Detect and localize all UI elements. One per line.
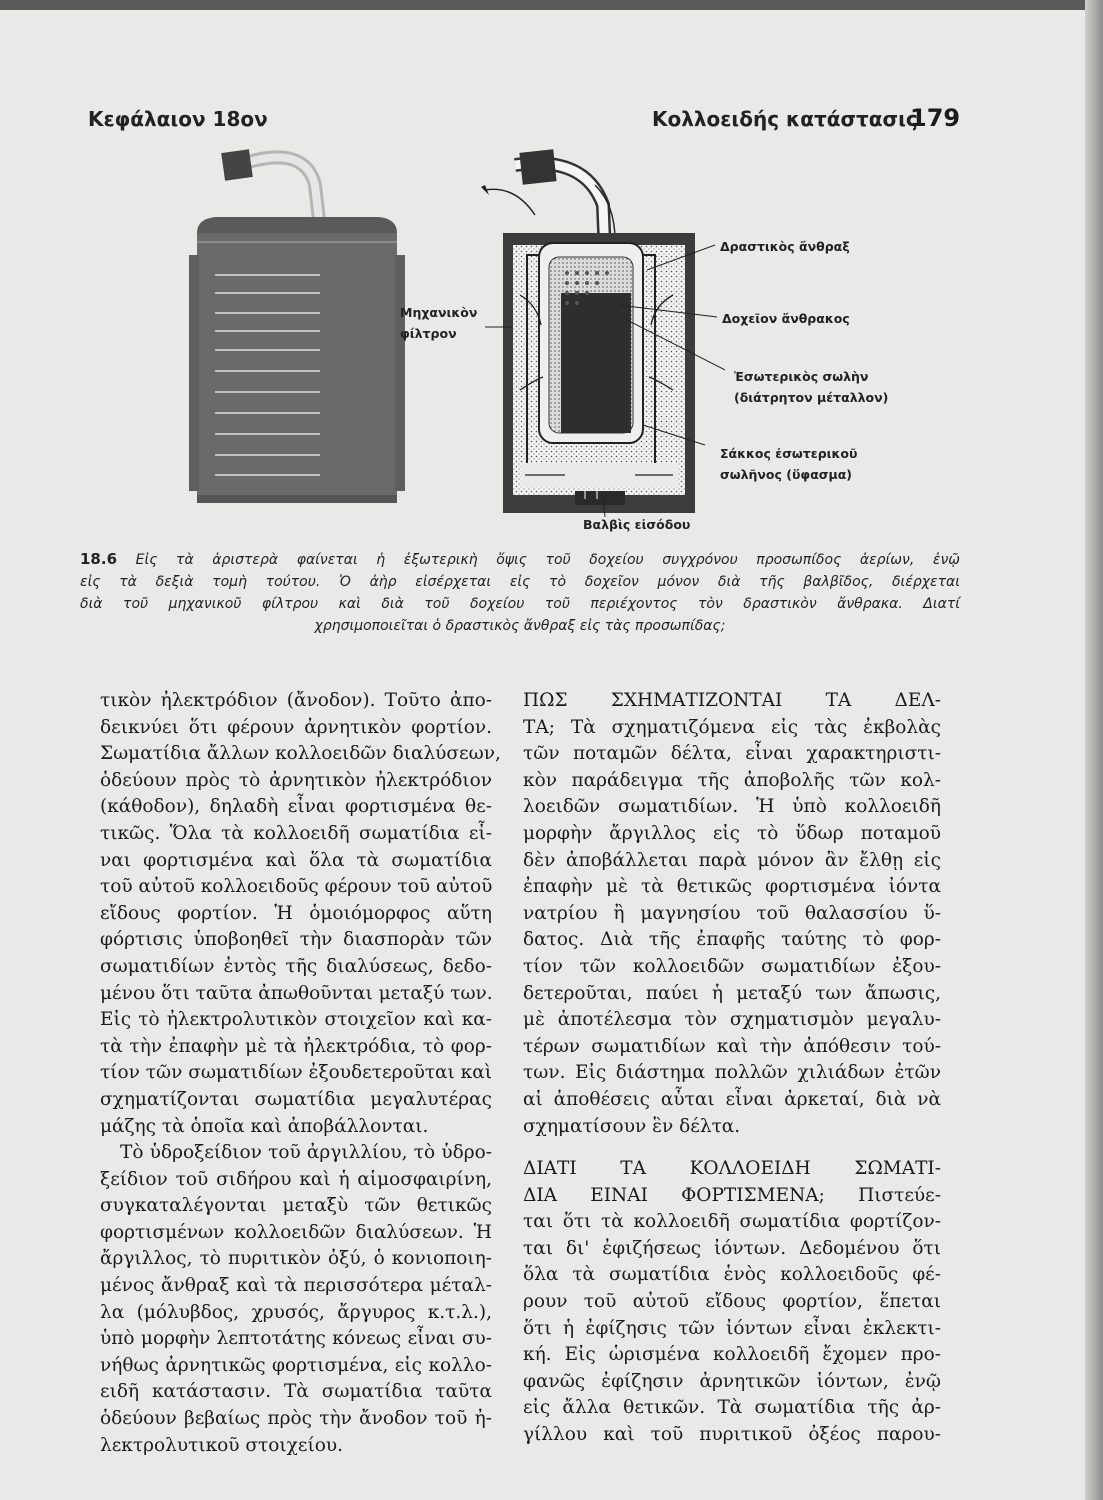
scan-right-edge [1085, 0, 1103, 1500]
chapter-header: Κεφάλαιον 18ον [88, 107, 268, 131]
scan-top-border [0, 0, 1103, 10]
section-header: Κολλοειδής κατάστασις [652, 107, 918, 131]
left-column: τικὸν ἠλεκτρόδιον (ἄνοδον). Τοῦτο ἀπο- δεικνύει ὅτι φέρουν ἀρνητικὸν φορτίον. Σωματίδια ἄλλων κολλοειδῶν διαλύσεων, ὁδεύουν πρὸς τὸ ἀρνητικὸν ἠλεκτρόδιον (κάθοδον), δηλαδὴ εἶναι φορτισμένα θε- τικῶς. Ὅλα τὰ κολλοειδῆ σωματίδια εἶ- ναι φορτισμένα καὶ ὅλα τὰ σωματίδια τοῦ αὐτοῦ κολλοειδοῦς φέρουν τοῦ αὐτοῦ εἴδους φορτίον. Ἡ ὁμοιόμορφος αὕτη φόρτισις ὑποβοηθεῖ τὴν διασπορὰν τῶν σωματιδίων ἐντὸς τῆς διαλύσεως, δεδο- μένου ὅτι ταῦτα ἀπωθοῦνται μεταξύ των. Εἰς τὸ ἠλεκτρολυτικὸν στοιχεῖον καὶ κα- τὰ τὴν ἐπαφὴν μὲ τὰ ἠλεκτρόδια, τὸ φορ- τίον τῶν σωματιδίων ἐξουδετεροῦται καὶ σχηματίζονται σωματίδια μεγαλυτέρας μάζης τὰ ὁποῖα καὶ ἀποβάλλονται. Τὸ ὑδροξείδιον τοῦ ἀργιλλίου, τὸ ὑδρο- ξείδιον τοῦ σιδήρου καὶ ἡ αἱμοσφαιρίνη, συγκαταλέγονται μεταξὺ τῶν θετικῶς φορτισμένων κολλοειδῶν διαλύσεων. Ἡ ἄργιλλος, τὸ πυριτικὸν ὀξύ, ὁ κονιοποιη- μένος ἄνθραξ καὶ τὰ περισσότερα μέταλ- λα (μόλυβδος, χρυσός, ἄργυρος κ.τ.λ.), ὑπὸ μορφὴν λεπτοτάτης κόνεως εἶναι συ- νήθως ἀρνητικῶς φορτισμένα, εἰς κολλο- ειδῆ κατάστασιν. Τὰ σωματίδια ταῦτα ὁδεύουν βεβαίως πρὸς τὴν ἄνοδον τοῦ ἠ- λεκτρολυτικοῦ στοιχείου. [100, 690, 501, 1456]
right-column: ΠΩΣ ΣΧΗΜΑΤΙΖΟΝΤΑΙ ΤΑ ΔΕΛ- ΤΑ; Τὰ σχηματιζόμενα εἰς τὰς ἐκβολὰς τῶν ποταμῶν δέλτα, εἶναι χαρακτηριστι- κὸν παράδειγμα τῆς ἀποβολῆς τῶν κολ- λοειδῶν σωματιδίων. Ἡ ὑπὸ κολλοειδῆ μορφὴν ἄργιλλος εἰς τὸ ὕδωρ ποταμοῦ δὲν ἀποβάλλεται παρὰ μόνον ἂν ἔλθῃ εἰς ἐπαφὴν μὲ τὰ θετικῶς φορτισμένα ἰόντα νατρίου ἢ μαγνησίου τοῦ θαλασσίου ὕ- δατος. Διὰ τῆς ἐπαφῆς ταύτης τὸ φορ- τίον τῶν κολλοειδῶν σωματιδίων ἐξου- δετεροῦται, παύει ἡ μεταξύ των ἄπωσις, μὲ ἀποτέλεσμα τὸν σχηματισμὸν μεγαλυ- τέρων σωματιδίων καὶ τὴν ἀπόθεσιν τού- των. Εἰς διάστημα πολλῶν χιλιάδων ἐτῶν αἱ ἀποθέσεις αὗται εἶναι ἀρκεταί, διὰ νὰ σχηματίσουν ἓν δέλτα. ΔΙΑΤΙ ΤΑ ΚΟΛΛΟΕΙΔΗ ΣΩΜΑΤΙ- ΔΙΑ ΕΙΝΑΙ ΦΟΡΤΙΣΜΕΝΑ; Πιστεύε- ται ὅτι τὰ κολλοειδῆ σωματίδια φορτίζον- ται δι' ἐφιζήσεως ἰόντων. Δεδομένου ὅτι ὅλα τὰ σωματίδια ἑνὸς κολλοειδοῦς φέ- ρουν τοῦ αὐτοῦ εἴδους φορτίον, ἕπεται ὅτι ἡ ἐφίζησις τῶν ἰόντων εἶναι ἐκλεκτι- κή. Εἰς ὡρισμένα κολλοειδῆ ἔχομεν προ- φανῶς ἐφίζησιν ἀρνητικῶν ἰόντων, ἐνῷ εἰς ἄλλα θετικῶν. Τὰ σωματίδια τῆς ἀρ- γίλλου καὶ τοῦ πυριτικοῦ ὀξέος παρου- [523, 690, 941, 1446]
canister-cross-section [481, 149, 695, 513]
canister-exterior [189, 149, 405, 503]
figure-label-valve: Βαλβὶς εἰσόδου [583, 517, 691, 532]
figure-number: 18.6 [80, 550, 118, 568]
figure-label-carbon: Δραστικὸς ἄνθραξ [720, 239, 850, 254]
figure-label-tube: Ἐσωτερικὸς σωλὴν (διάτρητον μέταλλον) [734, 369, 889, 405]
figure-label-filter: Μηχανικὸν φίλτρον [400, 305, 478, 341]
figure-caption: 18.6 Εἰς τὰ ἀριστερὰ φαίνεται ἡ ἐξωτερικὴ ὄψις τοῦ δοχείου συγχρόνου προσωπίδος ἀερίων, ἐνῷ εἰς τὰ δεξιὰ τομὴ τούτου. Ὁ ἀὴρ εἰσέρχεται εἰς τὸ δοχεῖον μόνον διὰ τῆς βαλβῖδος, διέρχεται διὰ τοῦ μηχανικοῦ φίλτρου καὶ διὰ τοῦ δοχείου τοῦ περιέχοντος τὸν δραστικὸν ἄνθρακα. Διατί χρησιμοποιεῖται ὁ δραστικὸς ἄνθραξ εἰς τὰς προσωπίδας; [80, 550, 961, 634]
figure-label-bag: Σάκκος ἐσωτερικοῦ σωλῆνος (ὕφασμα) [720, 446, 858, 482]
figure-label-container: Δοχεῖον ἄνθρακος [722, 311, 850, 326]
page-number: 179 [910, 104, 961, 132]
